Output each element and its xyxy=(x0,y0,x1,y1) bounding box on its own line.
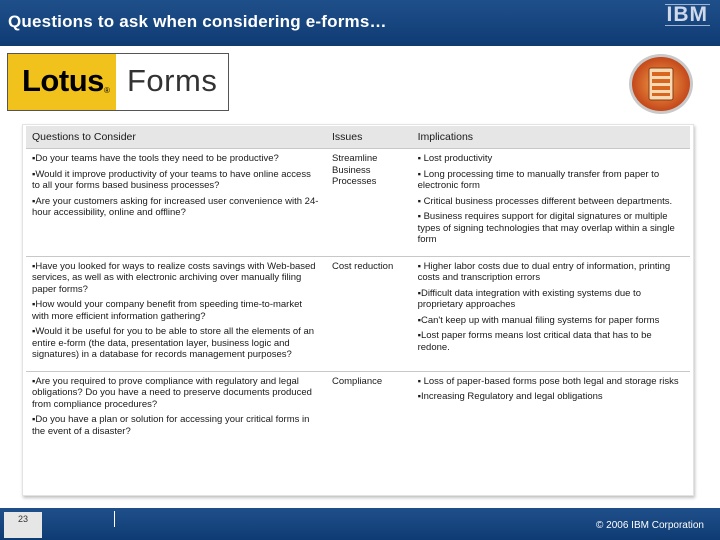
implications-cell xyxy=(412,149,690,257)
implication-item: ▪Difficult data integration with existing systems due to proprietary approaches xyxy=(417,287,641,310)
question-item: ▪Have you looked for ways to realize costs savings with Web-based services, as well as with electronic archiving over manually filing paper forms? xyxy=(32,260,316,295)
questions-cell xyxy=(26,371,326,447)
header-questions: Questions to Consider xyxy=(26,126,326,149)
ibm-logo: IBM xyxy=(666,3,708,26)
logo-forms-word: Forms xyxy=(127,63,218,98)
question-item: ▪How would your company benefit from speeding time-to-market with more efficient information gathering? xyxy=(32,299,303,322)
issue-cell: Streamline Business Processes xyxy=(326,149,412,257)
implication-item: ▪ Business requires support for digital signatures or multiple types of signing technologies that may overlap within a single form xyxy=(417,211,675,245)
question-item: ▪Are you required to prove compliance with regulatory and legal obligations? Do you have a need to preserve documents produced from compliance procedures? xyxy=(32,375,312,410)
logo-registered-mark: ® xyxy=(104,86,110,95)
footer-divider xyxy=(114,511,115,527)
implication-item: ▪Lost paper forms means lost critical data that has to be redone. xyxy=(417,330,652,353)
implication-item: ▪ Lost productivity xyxy=(417,153,493,164)
table-row xyxy=(26,371,690,447)
logo-lotus-word: Lotus xyxy=(22,63,104,98)
copyright-text: © 2006 IBM Corporation xyxy=(596,520,704,531)
implication-item: ▪ Higher labor costs due to dual entry of information, printing costs and transcription errors xyxy=(417,260,671,283)
issue-cell: Compliance xyxy=(326,371,412,447)
implication-item: ▪Can't keep up with manual filing systems for paper forms xyxy=(417,314,660,326)
header-issues: Issues xyxy=(326,126,412,149)
table-header-row xyxy=(26,126,690,149)
implication-item: ▪Increasing Regulatory and legal obligations xyxy=(417,391,603,402)
implications-cell xyxy=(412,256,690,371)
table-row xyxy=(26,256,690,371)
question-item: ▪Would it improve productivity of your teams to have online access to all your forms based business processes? xyxy=(32,168,311,191)
implication-item: ▪ Loss of paper-based forms pose both legal and storage risks xyxy=(417,375,679,387)
question-item: ▪Do you have a plan or solution for accessing your critical forms in the event of a disaster? xyxy=(32,414,310,437)
questions-cell xyxy=(26,256,326,371)
page-number: 23 xyxy=(4,512,42,538)
slide-title: Questions to ask when considering e-forms… xyxy=(8,12,387,31)
question-item: ▪Do your teams have the tools they need to be productive? xyxy=(32,153,279,164)
header-implications: Implications xyxy=(412,126,690,149)
implications-cell xyxy=(412,371,690,447)
lotus-forms-logo xyxy=(7,53,229,111)
questions-table xyxy=(26,126,690,447)
implication-item: ▪ Long processing time to manually transfer from paper to electronic form xyxy=(417,168,660,191)
question-item: ▪Are your customers asking for increased user convenience with 24-hour accessibility, online and offline? xyxy=(32,195,319,218)
implication-item: ▪ Critical business processes different between departments. xyxy=(417,195,673,207)
table-row xyxy=(26,149,690,257)
issue-cell: Cost reduction xyxy=(326,256,412,371)
forms-app-icon xyxy=(627,52,695,116)
question-item: ▪Would it be useful for you to be able to store all the elements of an entire e-form (the data, presentation layer, business logic and signatures) in a database for records management purposes? xyxy=(32,326,315,360)
questions-cell xyxy=(26,149,326,257)
